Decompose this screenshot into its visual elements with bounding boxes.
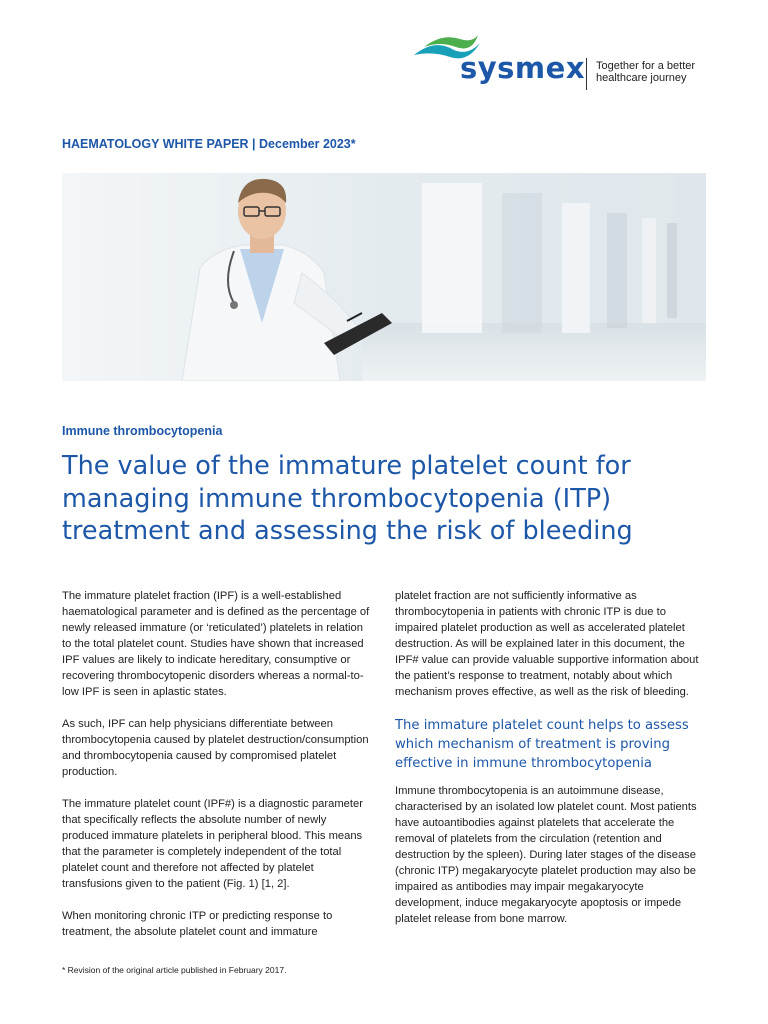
tagline-line-1: Together for a better [596, 60, 696, 72]
title-line-1: The value of the immature platelet count for [62, 451, 631, 481]
right-paragraph-1: platelet fraction are not sufficiently informative as thrombocytopenia in patients with chronic ITP is due to impaired platelet production as well as accelerated platelet destruction. As will be explained later in this document, the IPF# value can provide valuable supportive information about the patient’s response to treatment, notably about which mechanism proves effective, as well as the risk of bleeding. [395, 590, 699, 698]
logo-tagline [596, 60, 716, 84]
page-title [62, 450, 702, 548]
sysmex-logo [412, 33, 712, 91]
section-subheading: The immature platelet count helps to assess which mechanism of treatment is proving effective in immune thrombocytopenia [395, 718, 689, 771]
footnote: * Revision of the original article published in February 2017. [62, 965, 287, 975]
doctor-photo-illustration [62, 173, 706, 381]
left-paragraph-4: When monitoring chronic ITP or predicting response to treatment, the absolute platelet count and immature [62, 910, 333, 938]
right-column [395, 588, 707, 943]
left-paragraph-1: The immature platelet fraction (IPF) is a well-established haematological parameter and is defined as the percentage of newly released immature (or ‘reticulated’) platelets in relation to the total platelet count. Studies have shown that increased IPF values are likely to indicate hereditary, consumptive or recovering thrombocytopenic disorders whereas a normal-to-low IPF is seen in aplastic states. [62, 590, 370, 698]
title-line-2: managing immune thrombocytopenia (ITP) [62, 483, 612, 514]
left-paragraph-3: The immature platelet count (IPF#) is a diagnostic parameter that specifically reflects the absolute number of newly produced immature platelets in peripheral blood. This means that the parameter is completely independent of the total platelet count and therefore not affected by platelet transfusions given to the patient (Fig. 1) [1, 2]. [62, 798, 363, 890]
left-paragraph-2: As such, IPF can help physicians differentiate between thrombocytopenia caused by platelet destruction/consumption and thrombocytopenia caused by compromised platelet production. [62, 718, 369, 778]
section-label: Immune thrombocytopenia [62, 424, 223, 438]
hero-image [62, 173, 706, 381]
right-paragraph-2: Immune thrombocytopenia is an autoimmune disease, characterised by an isolated low platelet count. Most patients have autoantibodies against platelets that accelerate the removal of platelets from the circulation (retention and destruction by the spleen). During later stages of the disease (chronic ITP) megakaryocyte platelet production may also be impaired as antibodies may impair megakaryocyte development, induce megakaryocyte apoptosis or impede platelet release from bone marrow. [395, 785, 697, 925]
logo-wordmark: sysmex [460, 51, 586, 85]
left-column [62, 588, 374, 956]
logo-divider [586, 58, 587, 90]
document-kicker: HAEMATOLOGY WHITE PAPER | December 2023* [62, 137, 356, 151]
title-line-3: treatment and assessing the risk of bleeding [62, 516, 633, 546]
tagline-line-2: healthcare journey [596, 72, 687, 84]
